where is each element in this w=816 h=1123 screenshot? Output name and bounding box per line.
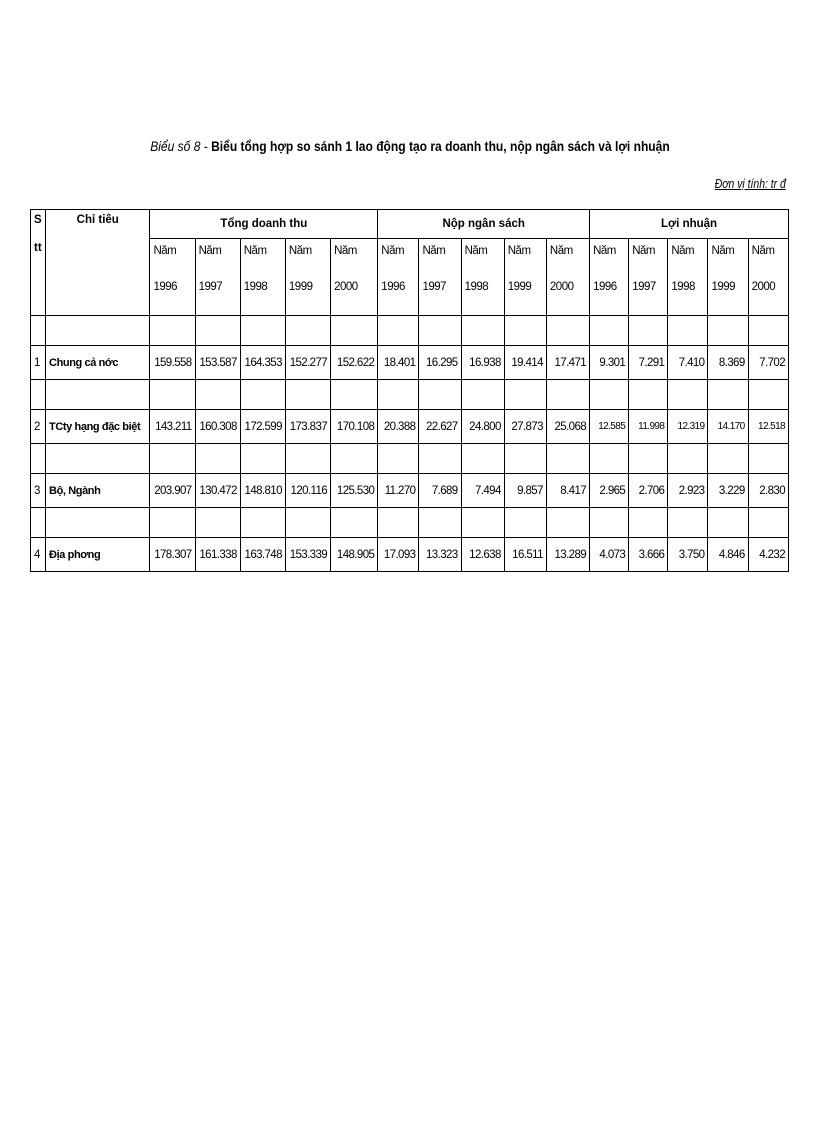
empty-cell xyxy=(331,316,378,346)
empty-cell xyxy=(150,508,195,538)
empty-cell xyxy=(748,316,788,346)
group-header-profit: Lợi nhuận xyxy=(590,210,789,239)
revenue-value-cell: 160.308 xyxy=(195,410,240,444)
empty-cell xyxy=(240,380,285,410)
year-label: Năm xyxy=(464,245,488,257)
year-value: 1996 xyxy=(593,281,617,293)
year-header xyxy=(195,239,240,316)
empty-cell xyxy=(629,380,668,410)
budget-value-cell: 16.295 xyxy=(419,346,461,380)
empty-cell xyxy=(668,444,708,474)
revenue-value-cell: 152.622 xyxy=(331,346,378,380)
budget-value-cell: 25.068 xyxy=(546,410,589,444)
year-value: 1997 xyxy=(632,281,656,293)
empty-cell xyxy=(461,380,504,410)
revenue-value-cell: 143.211 xyxy=(150,410,195,444)
year-value: 1996 xyxy=(381,281,405,293)
title-main: Biểu tổng hợp so sánh 1 lao động tạo ra doanh thu, nộp ngân sách và lợi nhuận xyxy=(211,138,670,154)
row-number: 3 xyxy=(31,474,46,508)
year-value: 2000 xyxy=(549,281,574,293)
profit-value-cell: 2.923 xyxy=(668,474,708,508)
empty-cell xyxy=(285,316,330,346)
budget-value-cell: 8.417 xyxy=(546,474,589,508)
empty-cell xyxy=(668,316,708,346)
year-header xyxy=(419,239,461,316)
year-label: Năm xyxy=(751,245,775,257)
budget-value-cell: 17.471 xyxy=(546,346,589,380)
year-label: Năm xyxy=(593,245,616,257)
year-header xyxy=(708,239,748,316)
profit-value-cell: 2.830 xyxy=(748,474,788,508)
year-label: Năm xyxy=(671,245,695,257)
empty-cell xyxy=(150,444,195,474)
empty-cell xyxy=(461,444,504,474)
revenue-value-cell: 173.837 xyxy=(285,410,330,444)
profit-value-cell: 12.319 xyxy=(668,410,708,444)
revenue-value-cell: 163.748 xyxy=(240,538,285,572)
budget-value-cell: 11.270 xyxy=(378,474,419,508)
profit-value-cell: 2.965 xyxy=(590,474,629,508)
year-value: 1996 xyxy=(153,281,178,293)
year-label: Năm xyxy=(381,245,405,257)
empty-cell xyxy=(629,316,668,346)
year-label: Năm xyxy=(288,245,312,257)
year-header xyxy=(285,239,330,316)
empty-cell xyxy=(590,380,629,410)
budget-value-cell: 20.388 xyxy=(378,410,419,444)
indicator-header: Chỉ tiêu xyxy=(46,210,150,316)
year-value: 1998 xyxy=(243,281,268,293)
year-label: Năm xyxy=(507,245,531,257)
revenue-value-cell: 130.472 xyxy=(195,474,240,508)
year-header xyxy=(668,239,708,316)
year-value: 2000 xyxy=(751,281,776,293)
empty-cell xyxy=(240,444,285,474)
revenue-value-cell: 170.108 xyxy=(331,410,378,444)
empty-cell xyxy=(46,508,150,538)
empty-cell xyxy=(590,316,629,346)
empty-cell xyxy=(504,380,546,410)
empty-cell xyxy=(504,444,546,474)
empty-cell xyxy=(31,316,46,346)
year-value: 1998 xyxy=(671,281,695,293)
empty-cell xyxy=(378,444,419,474)
revenue-value-cell: 153.587 xyxy=(195,346,240,380)
profit-value-cell: 4.232 xyxy=(748,538,788,572)
empty-cell xyxy=(240,508,285,538)
row-indicator: Bộ, Ngành xyxy=(46,474,150,508)
revenue-value-cell: 159.558 xyxy=(150,346,195,380)
empty-cell xyxy=(150,316,195,346)
spacer-row xyxy=(31,444,789,474)
profit-value-cell: 14.170 xyxy=(708,410,748,444)
empty-cell xyxy=(195,444,240,474)
empty-cell xyxy=(285,508,330,538)
year-header xyxy=(378,239,419,316)
stt-header: S xyxy=(34,214,42,226)
stt-header-2: tt xyxy=(34,242,42,254)
empty-cell xyxy=(546,380,589,410)
empty-cell xyxy=(195,316,240,346)
year-label: Năm xyxy=(632,245,655,257)
empty-cell xyxy=(504,508,546,538)
year-header xyxy=(240,239,285,316)
empty-cell xyxy=(668,508,708,538)
revenue-value-cell: 203.907 xyxy=(150,474,195,508)
empty-cell xyxy=(461,316,504,346)
empty-cell xyxy=(378,380,419,410)
spacer-row xyxy=(31,380,789,410)
empty-cell xyxy=(629,508,668,538)
empty-cell xyxy=(331,380,378,410)
year-header xyxy=(331,239,378,316)
year-label: Năm xyxy=(422,245,446,257)
unit-label: Đơn vị tính: tr đ xyxy=(714,176,786,191)
row-number: 4 xyxy=(31,538,46,572)
year-value: 1999 xyxy=(288,281,313,293)
row-indicator: Chung cả nớc xyxy=(46,346,150,380)
title-prefix: Biểu số 8 - xyxy=(150,138,212,154)
budget-value-cell: 9.857 xyxy=(504,474,546,508)
year-header xyxy=(590,239,629,316)
empty-cell xyxy=(195,380,240,410)
revenue-value-cell: 178.307 xyxy=(150,538,195,572)
budget-value-cell: 16.511 xyxy=(504,538,546,572)
empty-cell xyxy=(285,444,330,474)
empty-cell xyxy=(708,316,748,346)
budget-value-cell: 19.414 xyxy=(504,346,546,380)
year-value: 2000 xyxy=(334,281,358,293)
budget-value-cell: 24.800 xyxy=(461,410,504,444)
year-value: 1999 xyxy=(507,281,532,293)
year-value: 1998 xyxy=(464,281,489,293)
empty-cell xyxy=(46,444,150,474)
year-header xyxy=(748,239,788,316)
budget-value-cell: 18.401 xyxy=(378,346,419,380)
empty-cell xyxy=(331,508,378,538)
empty-cell xyxy=(378,316,419,346)
empty-cell xyxy=(419,380,461,410)
profit-value-cell: 11.998 xyxy=(629,410,668,444)
empty-cell xyxy=(546,508,589,538)
profit-value-cell: 12.518 xyxy=(748,410,788,444)
revenue-value-cell: 153.339 xyxy=(285,538,330,572)
empty-cell xyxy=(708,444,748,474)
revenue-value-cell: 148.810 xyxy=(240,474,285,508)
profit-value-cell: 4.846 xyxy=(708,538,748,572)
year-label: Năm xyxy=(334,245,357,257)
revenue-value-cell: 148.905 xyxy=(331,538,378,572)
profit-value-cell: 9.301 xyxy=(590,346,629,380)
document-title xyxy=(59,138,761,154)
empty-cell xyxy=(748,508,788,538)
empty-cell xyxy=(461,508,504,538)
profit-value-cell: 7.291 xyxy=(629,346,668,380)
table-row xyxy=(31,346,789,380)
budget-value-cell: 17.093 xyxy=(378,538,419,572)
empty-cell xyxy=(31,444,46,474)
budget-value-cell: 13.289 xyxy=(546,538,589,572)
spacer-row xyxy=(31,508,789,538)
year-label: Năm xyxy=(153,245,177,257)
empty-cell xyxy=(31,380,46,410)
revenue-value-cell: 161.338 xyxy=(195,538,240,572)
stt-header-cell xyxy=(31,210,46,316)
empty-cell xyxy=(285,380,330,410)
empty-cell xyxy=(590,508,629,538)
profit-value-cell: 3.229 xyxy=(708,474,748,508)
row-number: 2 xyxy=(31,410,46,444)
profit-value-cell: 12.585 xyxy=(590,410,629,444)
empty-cell xyxy=(378,508,419,538)
empty-cell xyxy=(546,444,589,474)
row-indicator: Địa phơng xyxy=(46,538,150,572)
empty-cell xyxy=(590,444,629,474)
revenue-value-cell: 152.277 xyxy=(285,346,330,380)
empty-cell xyxy=(668,380,708,410)
empty-cell xyxy=(419,316,461,346)
empty-cell xyxy=(748,380,788,410)
empty-cell xyxy=(240,316,285,346)
revenue-value-cell: 120.116 xyxy=(285,474,330,508)
year-label: Năm xyxy=(243,245,267,257)
budget-value-cell: 22.627 xyxy=(419,410,461,444)
empty-cell xyxy=(748,444,788,474)
empty-cell xyxy=(195,508,240,538)
empty-cell xyxy=(629,444,668,474)
year-value: 1997 xyxy=(198,281,223,293)
empty-cell xyxy=(31,508,46,538)
empty-cell xyxy=(504,316,546,346)
year-header xyxy=(461,239,504,316)
year-header xyxy=(629,239,668,316)
budget-value-cell: 12.638 xyxy=(461,538,504,572)
year-value: 1997 xyxy=(422,281,447,293)
year-header xyxy=(150,239,195,316)
table-row xyxy=(31,410,789,444)
profit-value-cell: 3.666 xyxy=(629,538,668,572)
group-header-revenue: Tổng doanh thu xyxy=(150,210,378,239)
profit-value-cell: 7.410 xyxy=(668,346,708,380)
profit-value-cell: 2.706 xyxy=(629,474,668,508)
year-label: Năm xyxy=(711,245,735,257)
profit-value-cell: 3.750 xyxy=(668,538,708,572)
budget-value-cell: 7.689 xyxy=(419,474,461,508)
profit-value-cell: 4.073 xyxy=(590,538,629,572)
row-indicator: TCty hạng đặc biệt xyxy=(46,410,150,444)
year-header xyxy=(504,239,546,316)
budget-value-cell: 16.938 xyxy=(461,346,504,380)
table-row xyxy=(31,474,789,508)
budget-value-cell: 7.494 xyxy=(461,474,504,508)
empty-cell xyxy=(150,380,195,410)
group-header-budget: Nộp ngân sách xyxy=(378,210,590,239)
revenue-value-cell: 172.599 xyxy=(240,410,285,444)
budget-value-cell: 27.873 xyxy=(504,410,546,444)
row-number: 1 xyxy=(31,346,46,380)
empty-cell xyxy=(708,508,748,538)
year-label: Năm xyxy=(198,245,222,257)
empty-cell xyxy=(419,508,461,538)
spacer-row xyxy=(31,316,789,346)
empty-cell xyxy=(419,444,461,474)
empty-cell xyxy=(46,380,150,410)
empty-cell xyxy=(546,316,589,346)
empty-cell xyxy=(46,316,150,346)
revenue-value-cell: 164.353 xyxy=(240,346,285,380)
budget-value-cell: 13.323 xyxy=(419,538,461,572)
year-header xyxy=(546,239,589,316)
profit-value-cell: 7.702 xyxy=(748,346,788,380)
summary-table xyxy=(30,209,789,572)
revenue-value-cell: 125.530 xyxy=(331,474,378,508)
year-label: Năm xyxy=(549,245,573,257)
empty-cell xyxy=(331,444,378,474)
profit-value-cell: 8.369 xyxy=(708,346,748,380)
header-row-groups xyxy=(31,210,789,239)
empty-cell xyxy=(708,380,748,410)
year-value: 1999 xyxy=(711,281,736,293)
table-row xyxy=(31,538,789,572)
